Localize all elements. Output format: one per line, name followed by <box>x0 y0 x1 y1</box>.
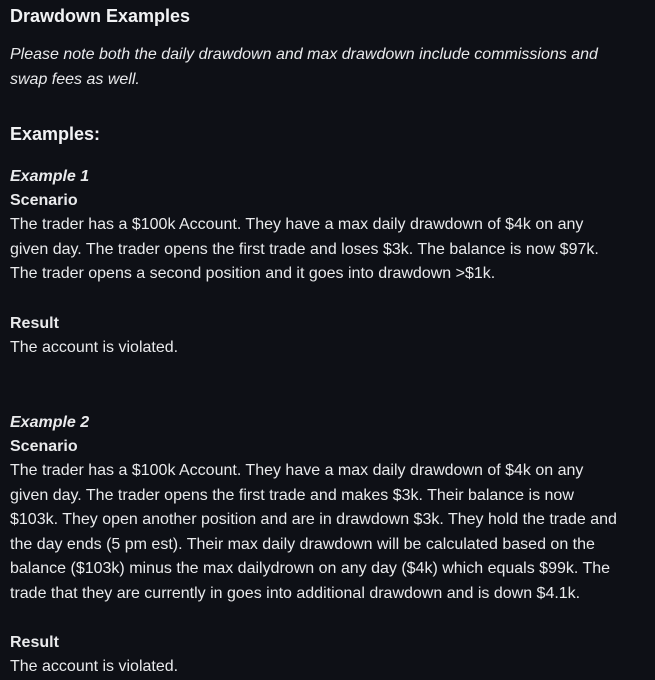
scenario-text: The trader has a $100k Account. They have a max daily drawdown of $4k on any given day. The trader opens the first trade and loses $3k. The balance is now $97k. The trader opens a second position and it goes into drawdown >$1k. <box>10 216 599 282</box>
result-label: Result <box>10 634 59 651</box>
fees-note: Please note both the daily drawdown and max drawdown include commissions and swap fees as well. <box>10 46 598 88</box>
result-label: Result <box>10 314 59 332</box>
result-block <box>10 631 625 680</box>
result-text: The account is violated. <box>10 338 179 356</box>
scenario-label: Scenario <box>10 438 78 455</box>
example-1 <box>10 165 625 360</box>
result-text: The account is violated. <box>10 658 179 675</box>
example-2 <box>10 411 625 680</box>
scenario-text: The trader has a $100k Account. They have a max daily drawdown of $4k on any given day. The trader opens the first trade and makes $3k. Their balance is now $103k. They open another position and are in drawdown $3k. They hold the trade and the day ends (5 pm est). Their max daily drawdown will be calculated based on the balance ($103k) minus the max dailydrown on any day ($4k) which equals $99k. The trade that they are currently in goes into additional drawdown and is down $4.1k. <box>10 462 617 602</box>
example-title: Example 2 <box>10 414 90 431</box>
result-block <box>10 312 625 361</box>
example-title: Example 1 <box>10 168 90 185</box>
scenario-label: Scenario <box>10 192 78 209</box>
page-title: Drawdown Examples <box>10 6 191 26</box>
examples-heading: Examples: <box>10 124 101 144</box>
